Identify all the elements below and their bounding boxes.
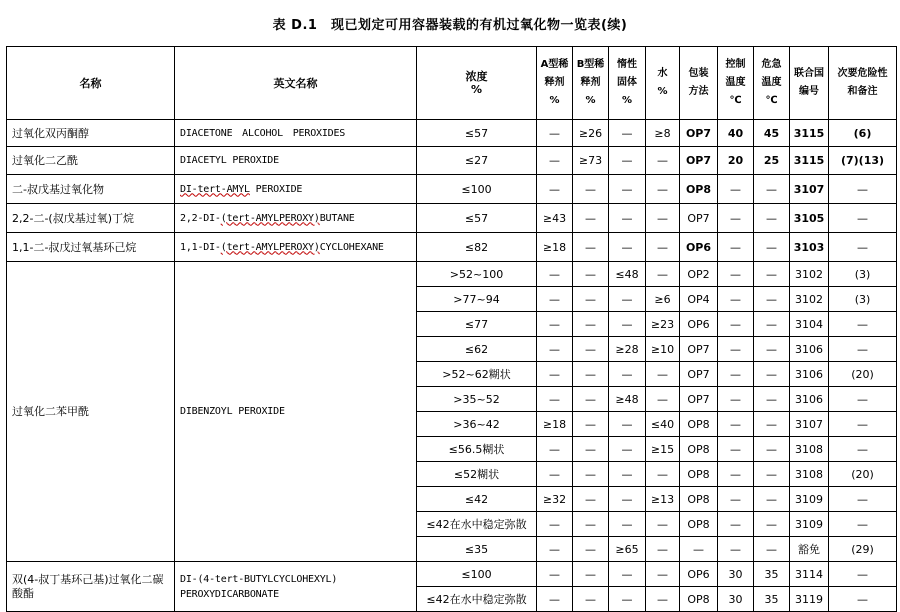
emergency-temp: 45 — [754, 120, 790, 147]
control-temp: — — [718, 312, 754, 337]
un-number: 3115 — [790, 120, 829, 147]
emergency-temp: — — [754, 512, 790, 537]
un-number: 3109 — [790, 512, 829, 537]
control-temp: — — [718, 487, 754, 512]
diluent-a: — — [537, 537, 573, 562]
english-name: 1,1-DI-(tert-AMYLPEROXY)CYCLOHEXANE — [175, 233, 417, 262]
inert-solid: — — [609, 233, 646, 262]
diluent-b: ≥73 — [573, 147, 609, 175]
table-row — [7, 175, 897, 204]
diluent-a: — — [537, 337, 573, 362]
concentration: ≤56.5糊状 — [417, 437, 537, 462]
un-number: 3104 — [790, 312, 829, 337]
chemical-name: 二-叔戊基过氧化物 — [7, 175, 175, 204]
water: ≥10 — [646, 337, 680, 362]
water: — — [646, 587, 680, 612]
diluent-b: — — [573, 562, 609, 587]
peroxide-table — [6, 46, 897, 612]
secondary-risk: (20) — [829, 462, 897, 487]
inert-solid: — — [609, 362, 646, 387]
english-name: DI-tert-AMYL PEROXIDE — [175, 175, 417, 204]
water: — — [646, 233, 680, 262]
header-name: 名称 — [7, 47, 175, 120]
concentration: ≤77 — [417, 312, 537, 337]
emergency-temp: — — [754, 312, 790, 337]
control-temp: — — [718, 175, 754, 204]
concentration: ≤52糊状 — [417, 462, 537, 487]
concentration: ≤62 — [417, 337, 537, 362]
header-un-number: 联合国 编号 — [790, 47, 829, 120]
emergency-temp: — — [754, 233, 790, 262]
control-temp: — — [718, 437, 754, 462]
secondary-risk: — — [829, 312, 897, 337]
control-temp: — — [718, 462, 754, 487]
table-row — [7, 120, 897, 147]
packing-method: OP2 — [680, 262, 718, 287]
water: — — [646, 537, 680, 562]
emergency-temp: — — [754, 204, 790, 233]
diluent-a: — — [537, 312, 573, 337]
packing-method: — — [680, 537, 718, 562]
english-name: DIACETYL PEROXIDE — [175, 147, 417, 175]
water: — — [646, 462, 680, 487]
concentration: >35~52 — [417, 387, 537, 412]
diluent-a: — — [537, 287, 573, 312]
secondary-risk: — — [829, 204, 897, 233]
diluent-a: — — [537, 262, 573, 287]
table-row — [7, 233, 897, 262]
control-temp: 40 — [718, 120, 754, 147]
secondary-risk: — — [829, 337, 897, 362]
diluent-b: — — [573, 537, 609, 562]
packing-method: OP8 — [680, 512, 718, 537]
table-title: 表 D.1 现已划定可用容器装载的有机过氧化物一览表(续) — [272, 18, 628, 33]
header-control-temp: 控制 温度 ℃ — [718, 47, 754, 120]
diluent-a: ≥18 — [537, 233, 573, 262]
emergency-temp: — — [754, 437, 790, 462]
control-temp: — — [718, 287, 754, 312]
packing-method: OP8 — [680, 462, 718, 487]
chemical-name: 1,1-二-叔戊过氧基环己烷 — [7, 233, 175, 262]
concentration: ≤57 — [417, 204, 537, 233]
diluent-b: — — [573, 262, 609, 287]
diluent-a: — — [537, 147, 573, 175]
diluent-a: — — [537, 387, 573, 412]
packing-method: OP8 — [680, 437, 718, 462]
header-water: 水 % — [646, 47, 680, 120]
control-temp: 20 — [718, 147, 754, 175]
secondary-risk: — — [829, 175, 897, 204]
control-temp: — — [718, 337, 754, 362]
water: — — [646, 362, 680, 387]
emergency-temp: 25 — [754, 147, 790, 175]
secondary-risk: (7)(13) — [829, 147, 897, 175]
packing-method: OP7 — [680, 337, 718, 362]
water: ≤40 — [646, 412, 680, 437]
un-number: 3107 — [790, 412, 829, 437]
diluent-a: — — [537, 175, 573, 204]
packing-method: OP6 — [680, 562, 718, 587]
inert-solid: — — [609, 487, 646, 512]
diluent-a: — — [537, 362, 573, 387]
diluent-b: — — [573, 412, 609, 437]
inert-solid: — — [609, 175, 646, 204]
inert-solid: ≥48 — [609, 387, 646, 412]
concentration: ≤82 — [417, 233, 537, 262]
un-number: 3108 — [790, 462, 829, 487]
diluent-b: — — [573, 337, 609, 362]
diluent-b: — — [573, 387, 609, 412]
water: — — [646, 147, 680, 175]
water: — — [646, 512, 680, 537]
control-temp: — — [718, 412, 754, 437]
concentration: ≤57 — [417, 120, 537, 147]
packing-method: OP8 — [680, 412, 718, 437]
secondary-risk: — — [829, 437, 897, 462]
water: ≥13 — [646, 487, 680, 512]
concentration: >52~100 — [417, 262, 537, 287]
secondary-risk: (3) — [829, 287, 897, 312]
control-temp: — — [718, 512, 754, 537]
water: — — [646, 204, 680, 233]
diluent-b: — — [573, 487, 609, 512]
english-name: DIBENZOYL PEROXIDE — [175, 262, 417, 562]
packing-method: OP7 — [680, 120, 718, 147]
concentration: ≤42在水中稳定弥散 — [417, 587, 537, 612]
inert-solid: — — [609, 587, 646, 612]
header-inert-solid: 惰性 固体 % — [609, 47, 646, 120]
un-number: 3114 — [790, 562, 829, 587]
concentration: >77~94 — [417, 287, 537, 312]
water: ≥6 — [646, 287, 680, 312]
secondary-risk: — — [829, 233, 897, 262]
packing-method: OP7 — [680, 147, 718, 175]
control-temp: — — [718, 362, 754, 387]
inert-solid: — — [609, 462, 646, 487]
control-temp: — — [718, 233, 754, 262]
inert-solid: ≥28 — [609, 337, 646, 362]
water: — — [646, 262, 680, 287]
un-number: 3115 — [790, 147, 829, 175]
secondary-risk: — — [829, 487, 897, 512]
diluent-a: — — [537, 120, 573, 147]
un-number: 3108 — [790, 437, 829, 462]
packing-method: OP4 — [680, 287, 718, 312]
emergency-temp: — — [754, 412, 790, 437]
emergency-temp: — — [754, 387, 790, 412]
emergency-temp: — — [754, 487, 790, 512]
packing-method: OP7 — [680, 362, 718, 387]
secondary-risk: — — [829, 387, 897, 412]
water: — — [646, 175, 680, 204]
emergency-temp: — — [754, 262, 790, 287]
secondary-risk: — — [829, 412, 897, 437]
inert-solid: ≤48 — [609, 262, 646, 287]
concentration: ≤42 — [417, 487, 537, 512]
diluent-a: — — [537, 587, 573, 612]
diluent-b: — — [573, 462, 609, 487]
header-packing-method: 包装 方法 — [680, 47, 718, 120]
diluent-a: ≥43 — [537, 204, 573, 233]
diluent-a: — — [537, 562, 573, 587]
un-number: 3102 — [790, 287, 829, 312]
control-temp: 30 — [718, 562, 754, 587]
emergency-temp: — — [754, 462, 790, 487]
diluent-b: — — [573, 362, 609, 387]
un-number: 3106 — [790, 337, 829, 362]
diluent-b: — — [573, 287, 609, 312]
header-emergency-temp: 危急 温度 ℃ — [754, 47, 790, 120]
packing-method: OP6 — [680, 233, 718, 262]
chemical-name: 过氧化二乙酰 — [7, 147, 175, 175]
concentration: >36~42 — [417, 412, 537, 437]
secondary-risk: (6) — [829, 120, 897, 147]
english-name: 2,2-DI-(tert-AMYLPEROXY)BUTANE — [175, 204, 417, 233]
water: ≥15 — [646, 437, 680, 462]
table-row — [7, 262, 897, 287]
water: — — [646, 387, 680, 412]
diluent-a: ≥18 — [537, 412, 573, 437]
un-number: 豁免 — [790, 537, 829, 562]
concentration: ≤35 — [417, 537, 537, 562]
english-name: DIACETONE ALCOHOL PEROXIDES — [175, 120, 417, 147]
inert-solid: ≥65 — [609, 537, 646, 562]
chemical-name: 过氧化双丙酮醇 — [7, 120, 175, 147]
diluent-b: — — [573, 312, 609, 337]
concentration: ≤42在水中稳定弥散 — [417, 512, 537, 537]
emergency-temp: — — [754, 362, 790, 387]
header-concentration: 浓度 % — [417, 47, 537, 120]
diluent-b: — — [573, 233, 609, 262]
inert-solid: — — [609, 147, 646, 175]
concentration: >52~62糊状 — [417, 362, 537, 387]
un-number: 3105 — [790, 204, 829, 233]
table-row — [7, 147, 897, 175]
control-temp: — — [718, 537, 754, 562]
packing-method: OP7 — [680, 387, 718, 412]
concentration: ≤100 — [417, 562, 537, 587]
water: ≥23 — [646, 312, 680, 337]
emergency-temp: — — [754, 287, 790, 312]
water: — — [646, 562, 680, 587]
diluent-b: — — [573, 204, 609, 233]
un-number: 3103 — [790, 233, 829, 262]
water: ≥8 — [646, 120, 680, 147]
un-number: 3119 — [790, 587, 829, 612]
concentration: ≤100 — [417, 175, 537, 204]
inert-solid: — — [609, 562, 646, 587]
diluent-b: — — [573, 437, 609, 462]
diluent-a: — — [537, 512, 573, 537]
secondary-risk: (20) — [829, 362, 897, 387]
chemical-name: 过氧化二苯甲酰 — [7, 262, 175, 562]
packing-method: OP6 — [680, 312, 718, 337]
control-temp: — — [718, 387, 754, 412]
emergency-temp: 35 — [754, 562, 790, 587]
un-number: 3107 — [790, 175, 829, 204]
packing-method: OP8 — [680, 487, 718, 512]
secondary-risk: — — [829, 587, 897, 612]
diluent-b: — — [573, 587, 609, 612]
chemical-name: 双(4-叔丁基环己基)过氧化二碳酸酯 — [7, 562, 175, 612]
un-number: 3102 — [790, 262, 829, 287]
chemical-name: 2,2-二-(叔戊基过氧)丁烷 — [7, 204, 175, 233]
secondary-risk: (3) — [829, 262, 897, 287]
english-name: DI-(4-tert-BUTYLCYCLOHEXYL) PEROXYDICARBONATE — [175, 562, 417, 612]
inert-solid: — — [609, 312, 646, 337]
diluent-a: — — [537, 437, 573, 462]
diluent-b: — — [573, 512, 609, 537]
emergency-temp: — — [754, 175, 790, 204]
secondary-risk: — — [829, 512, 897, 537]
header-english-name: 英文名称 — [175, 47, 417, 120]
secondary-risk: — — [829, 562, 897, 587]
inert-solid: — — [609, 437, 646, 462]
emergency-temp: 35 — [754, 587, 790, 612]
header-secondary-risk: 次要危险性 和备注 — [829, 47, 897, 120]
secondary-risk: (29) — [829, 537, 897, 562]
un-number: 3106 — [790, 387, 829, 412]
inert-solid: — — [609, 120, 646, 147]
diluent-b: — — [573, 175, 609, 204]
concentration: ≤27 — [417, 147, 537, 175]
table-row — [7, 562, 897, 587]
inert-solid: — — [609, 287, 646, 312]
inert-solid: — — [609, 412, 646, 437]
diluent-b: ≥26 — [573, 120, 609, 147]
inert-solid: — — [609, 204, 646, 233]
packing-method: OP8 — [680, 175, 718, 204]
header-diluent-b: B型稀 释剂 % — [573, 47, 609, 120]
header-diluent-a: A型稀 释剂 % — [537, 47, 573, 120]
diluent-a: ≥32 — [537, 487, 573, 512]
control-temp: 30 — [718, 587, 754, 612]
control-temp: — — [718, 262, 754, 287]
un-number: 3109 — [790, 487, 829, 512]
emergency-temp: — — [754, 537, 790, 562]
emergency-temp: — — [754, 337, 790, 362]
packing-method: OP8 — [680, 587, 718, 612]
un-number: 3106 — [790, 362, 829, 387]
control-temp: — — [718, 204, 754, 233]
inert-solid: — — [609, 512, 646, 537]
table-row — [7, 204, 897, 233]
packing-method: OP7 — [680, 204, 718, 233]
diluent-a: — — [537, 462, 573, 487]
